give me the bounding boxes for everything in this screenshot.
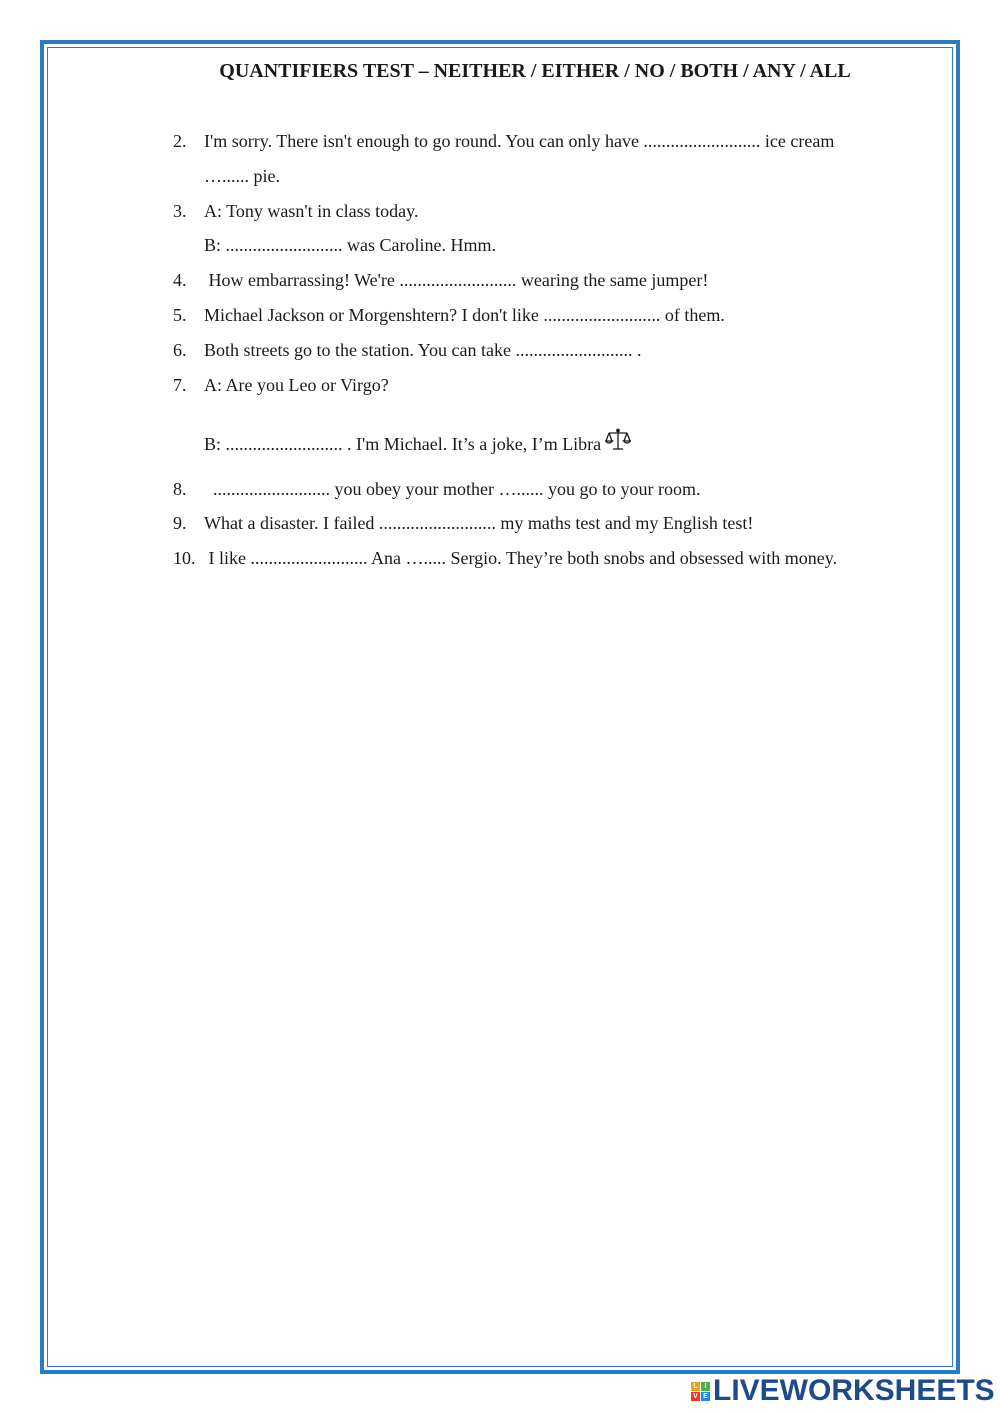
worksheet-title: QUANTIFIERS TEST – NEITHER / EITHER / NO / BOTH / ANY / ALL [219,60,851,82]
question-text: A: Are you Leo or Virgo? [204,375,389,395]
page-border-inner [47,47,953,1367]
question-number: 2. [173,131,187,151]
question-number: 6. [173,340,187,360]
question-text: What a disaster. I failed .......................... my maths test and my English test! [204,513,754,533]
question-number: 9. [173,513,187,533]
question-text: …...... pie. [204,166,280,186]
question-number: 5. [173,305,187,325]
question-text: Both streets go to the station. You can take .......................... . [204,340,642,360]
question-text: A: Tony wasn't in class today. [204,201,419,221]
question-text: B: .......................... . I'm Michael. It’s a joke, I’m Libra [204,434,602,454]
question-number: 10. [173,548,196,568]
question-text: I like .......................... Ana …..... Sergio. They’re both snobs and obsessed with money. [204,548,838,568]
liveworksheets-logo [691,1375,995,1407]
question-text: I'm sorry. There isn't enough to go round. You can only have .......................... ice cream [204,131,835,151]
libra-icon [605,428,631,457]
logo-text: LIVEWORKSHEETS [713,1374,995,1407]
question-number: 3. [173,201,187,221]
question-text: How embarrassing! We're .......................... wearing the same jumper! [204,270,709,290]
logo-tiles-icon: L I V E [691,1382,710,1401]
question-number: 8. [173,479,187,499]
question-text: Michael Jackson or Morgenshtern? I don't like .......................... of them. [204,305,725,325]
question-number: 4. [173,270,187,290]
question-text: .......................... you obey your mother …...... you go to your room. [204,479,701,499]
question-text: B: .......................... was Caroline. Hmm. [204,235,496,255]
question-number: 7. [173,375,187,395]
